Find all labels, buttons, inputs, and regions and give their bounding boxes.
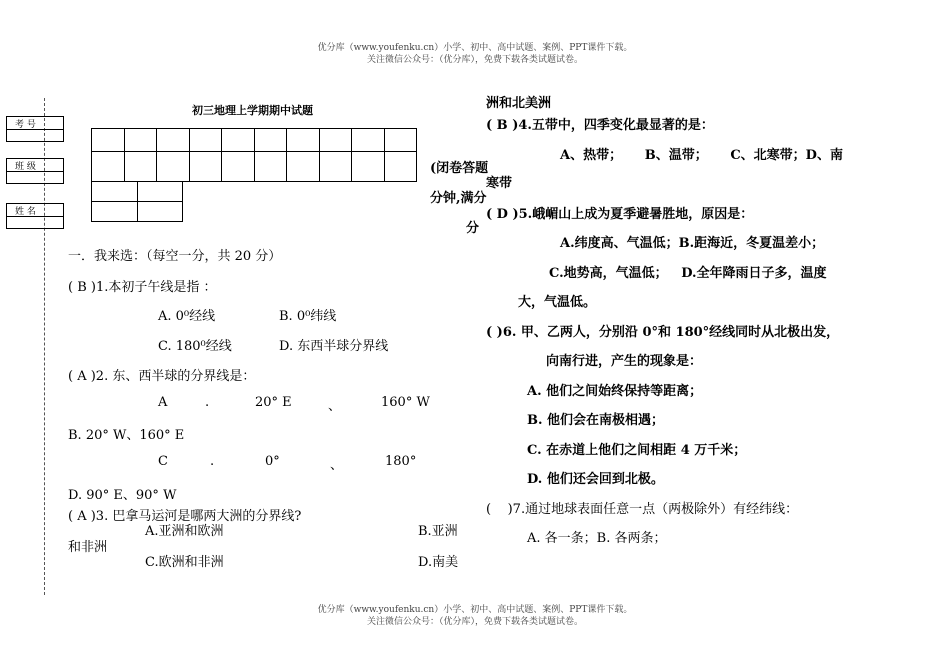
q3-option-c: C.欧洲和非洲 bbox=[145, 555, 224, 570]
q5-options-ab: A.纬度高、气温低；B.距海近，冬夏温差小； bbox=[560, 236, 825, 251]
q6-option-d: D. 他们还会回到北极。 bbox=[527, 472, 664, 487]
score-cell bbox=[319, 152, 352, 182]
score-table bbox=[91, 128, 417, 182]
q3-option-a: A.亚洲和欧洲 bbox=[145, 524, 224, 539]
notice-line-4: 分 bbox=[466, 221, 480, 236]
q1-stem: ( B )1.本初子午线是指 ： bbox=[68, 280, 217, 295]
score-cell bbox=[157, 152, 190, 182]
q1-option-a: A. 0⁰经线 bbox=[158, 309, 216, 324]
section-heading: 一．我来选：（每空一分，共 20 分） bbox=[68, 249, 282, 264]
q1-option-d: D. 东西半球分界线 bbox=[279, 339, 389, 354]
score-cell bbox=[92, 152, 125, 182]
q7-stem: ( )7.通过地球表面任意一点（两极除外）有经纬线： bbox=[486, 502, 799, 517]
score-cell bbox=[137, 182, 183, 202]
q2-option-a-sep: 、 bbox=[328, 399, 342, 414]
score-cell bbox=[287, 152, 320, 182]
q5-stem: ( D )5.峨嵋山上成为夏季避暑胜地，原因是： bbox=[486, 207, 754, 222]
score-cell bbox=[189, 152, 222, 182]
score-cell bbox=[137, 202, 183, 222]
header-line-1: 优分库（www.youfenku.cn）小学、初中、高中试题、案例、PPT课件下载。 bbox=[317, 43, 633, 53]
q4-stem: ( B )4.五带中，四季变化最显著的是： bbox=[486, 118, 714, 133]
q2-option-a-val1: 20° E bbox=[255, 395, 292, 410]
q6-option-a: A. 他们之间始终保持等距离； bbox=[527, 384, 703, 399]
footer-line-1: 优分库（www.youfenku.cn）小学、初中、高中试题、案例、PPT课件下载。 bbox=[317, 605, 633, 615]
score-cell bbox=[384, 152, 417, 182]
q5-options-cd-cont: 大，气温低。 bbox=[518, 295, 597, 310]
class-label: 班 级 bbox=[15, 162, 36, 172]
q2-option-c-letter: C bbox=[158, 454, 168, 469]
score-cell bbox=[352, 152, 385, 182]
exam-number-label: 考 号 bbox=[15, 120, 36, 130]
q3-option-b: B.亚洲 bbox=[418, 524, 458, 539]
q2-option-a-letter: A bbox=[158, 395, 168, 410]
score-cell bbox=[287, 129, 320, 152]
q3-option-d-cont: 洲和北美洲 bbox=[486, 96, 552, 111]
score-cell bbox=[92, 129, 125, 152]
q1-option-b: B. 0⁰纬线 bbox=[279, 309, 337, 324]
q2-option-c-dot: . bbox=[210, 454, 215, 469]
score-cell bbox=[254, 152, 287, 182]
q2-option-b: B. 20° W、160° E bbox=[68, 428, 185, 443]
footer-line-2: 关注微信公众号：（优分库），免费下载各类试题试卷。 bbox=[366, 617, 583, 627]
q2-option-a-dot: . bbox=[205, 395, 210, 410]
q6-stem: ( )6. 甲、乙两人，分别沿 0°和 180°经线同时从北极出发， bbox=[486, 325, 840, 340]
notice-line-2: 寒带 bbox=[486, 176, 513, 191]
score-cell bbox=[254, 129, 287, 152]
q2-stem: ( A )2. 东、西半球的分界线是： bbox=[68, 369, 256, 384]
q1-option-c: C. 180⁰经线 bbox=[158, 339, 232, 354]
q3-option-b-cont: 和非洲 bbox=[68, 540, 108, 555]
score-cell bbox=[157, 129, 190, 152]
score-cell bbox=[352, 129, 385, 152]
score-cell bbox=[384, 129, 417, 152]
q2-option-d: D. 90° E、90° W bbox=[68, 488, 177, 503]
score-cell bbox=[92, 182, 138, 202]
score-cell bbox=[222, 152, 255, 182]
score-cell bbox=[124, 129, 157, 152]
score-cell bbox=[222, 129, 255, 152]
page-title: 初三地理上学期期中试题 bbox=[192, 104, 313, 117]
header-line-2: 关注微信公众号：（优分库），免费下载各类试题试卷。 bbox=[366, 55, 583, 65]
q5-options-cd: C.地势高，气温低； D.全年降雨日子多，温度 bbox=[549, 266, 827, 281]
q4-options: A、热带； B、温带； C、北寒带；D、南 bbox=[560, 148, 843, 163]
q6-stem-cont: 向南行进，产生的现象是： bbox=[546, 354, 703, 369]
score-cell bbox=[92, 202, 138, 222]
total-score-table bbox=[91, 181, 183, 222]
q3-stem: ( A )3. 巴拿马运河是哪两大洲的分界线? bbox=[68, 509, 302, 524]
q2-option-c-val1: 0° bbox=[265, 454, 280, 469]
score-cell bbox=[189, 129, 222, 152]
q2-option-a-val2: 160° W bbox=[381, 395, 430, 410]
exam-number-box bbox=[6, 116, 64, 142]
q6-option-c: C. 在赤道上他们之间相距 4 万千米； bbox=[527, 443, 747, 458]
q2-option-c-val2: 180° bbox=[385, 454, 417, 469]
class-box bbox=[6, 158, 64, 184]
q3-option-d: D.南美 bbox=[418, 555, 459, 570]
q6-option-b: B. 他们会在南极相遇； bbox=[527, 413, 665, 428]
name-box bbox=[6, 203, 64, 229]
notice-line-1: (闭卷答题 bbox=[430, 161, 489, 176]
notice-line-3: 分钟,满分 bbox=[430, 191, 487, 206]
q2-option-c-sep: 、 bbox=[330, 458, 344, 473]
score-cell bbox=[124, 152, 157, 182]
name-label: 姓 名 bbox=[15, 207, 36, 217]
score-cell bbox=[319, 129, 352, 152]
q7-options: A. 各一条；B. 各两条； bbox=[527, 531, 667, 546]
